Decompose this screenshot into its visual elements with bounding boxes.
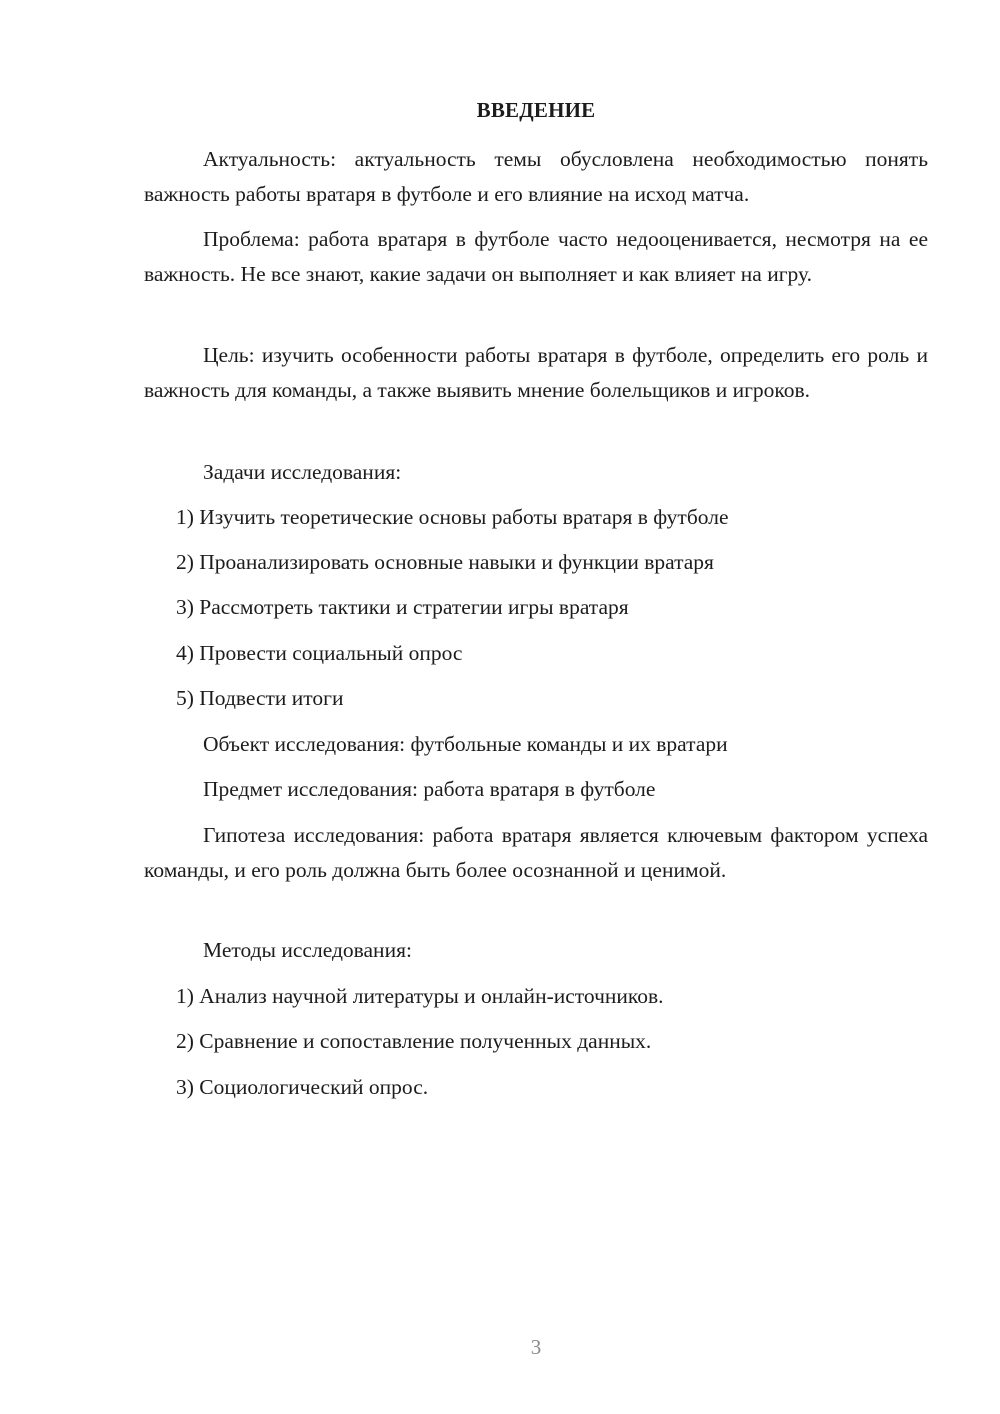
page-number: 3 [530, 1335, 542, 1359]
hypothesis-paragraph: Гипотеза исследования: работа вратаря является ключевым фактором успеха команды, и его роль должна быть более осознанной и ценимой. [144, 823, 928, 882]
research-object: Объект исследования: футбольные команды и их вратари [203, 732, 728, 756]
task-item: 5) Подвести итоги [176, 686, 344, 710]
tasks-heading: Задачи исследования: [203, 460, 402, 484]
page-title: ВВЕДЕНИЕ [476, 98, 596, 122]
method-item: 3) Социологический опрос. [176, 1075, 429, 1099]
research-subject: Предмет исследования: работа вратаря в футболе [203, 777, 656, 801]
method-item: 2) Сравнение и сопоставление полученных данных. [176, 1029, 652, 1053]
task-item: 1) Изучить теоретические основы работы вратаря в футболе [176, 505, 729, 529]
task-item: 3) Рассмотреть тактики и стратегии игры вратаря [176, 595, 629, 619]
task-item: 4) Провести социальный опрос [176, 641, 463, 665]
method-item: 1) Анализ научной литературы и онлайн-источников. [176, 984, 664, 1008]
problem-paragraph: Проблема: работа вратаря в футболе часто недооценивается, несмотря на ее важность. Не все знают, какие задачи он выполняет и как влияет на игру. [144, 227, 928, 286]
relevance-paragraph: Актуальность: актуальность темы обусловлена необходимостью понять важность работы вратаря в футболе и его влияние на исход матча. [144, 147, 928, 206]
methods-heading: Методы исследования: [203, 938, 412, 962]
goal-paragraph: Цель: изучить особенности работы вратаря в футболе, определить его роль и важность для команды, а также выявить мнение болельщиков и игроков. [144, 343, 928, 402]
task-item: 2) Проанализировать основные навыки и функции вратаря [176, 550, 714, 574]
